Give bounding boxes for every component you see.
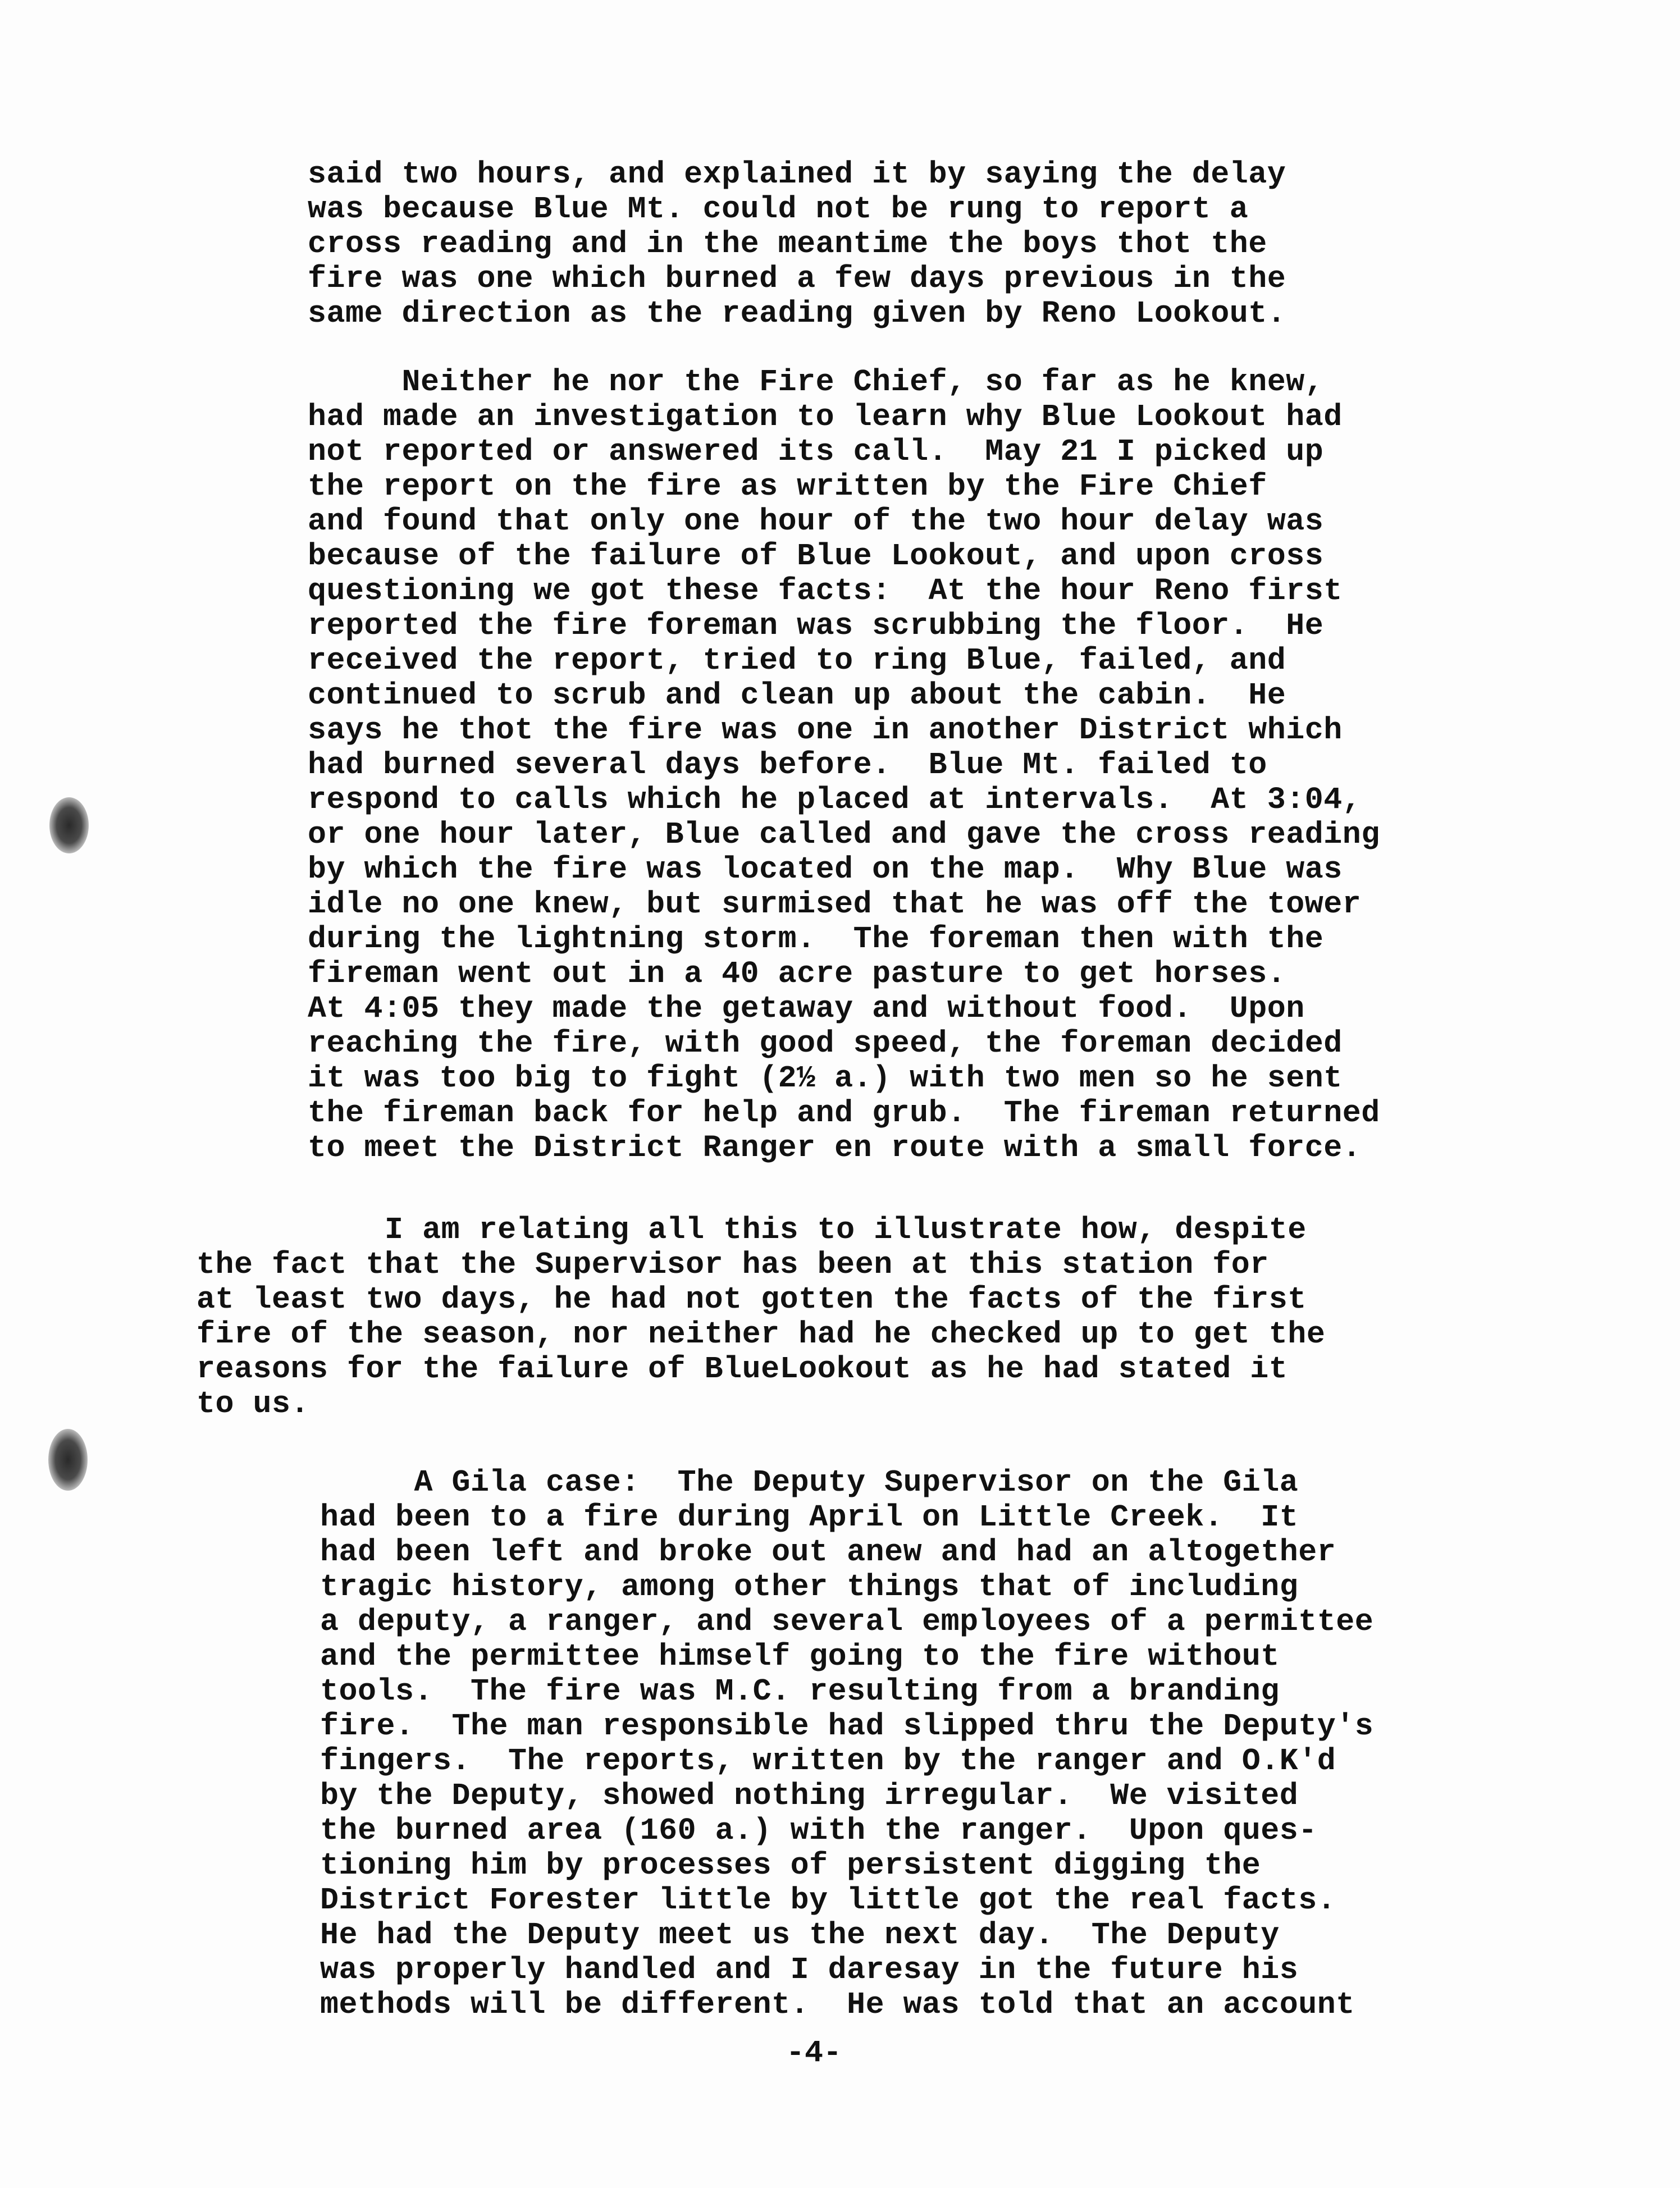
text-line: fireman went out in a 40 acre pasture to get horses. — [308, 956, 1286, 992]
text-line: tioning him by processes of persistent digging the — [320, 1848, 1261, 1883]
text-line: the burned area (160 a.) with the ranger. Upon ques- — [320, 1813, 1317, 1848]
text-line: District Forester little by little got the real facts. — [320, 1883, 1336, 1918]
text-line: was properly handled and I daresay in the future his — [320, 1952, 1299, 1988]
text-line: questioning we got these facts: At the hour Reno first — [308, 573, 1343, 609]
text-line: idle no one knew, but surmised that he was off the tower — [308, 887, 1362, 922]
text-line: continued to scrub and clean up about the cabin. He — [308, 678, 1286, 713]
text-line: had been to a fire during April on Little Creek. It — [320, 1500, 1299, 1535]
text-line: tragic history, among other things that of including — [320, 1569, 1299, 1605]
punch-hole-lower — [48, 1429, 88, 1491]
text-line: or one hour later, Blue called and gave the cross reading — [308, 817, 1380, 852]
text-line: reported the fire foreman was scrubbing the floor. He — [308, 608, 1324, 643]
text-line: I am relating all this to illustrate how, despite — [197, 1212, 1307, 1248]
text-line: said two hours, and explained it by saying the delay — [308, 157, 1286, 192]
text-line: same direction as the reading given by Reno Lookout. — [308, 296, 1286, 331]
paragraph-gila-case — [320, 1465, 1373, 2022]
text-line: fire of the season, nor neither had he checked up to get the — [197, 1317, 1326, 1352]
text-line: tools. The fire was M.C. resulting from a branding — [320, 1674, 1280, 1709]
text-line: fingers. The reports, written by the ranger and O.K'd — [320, 1743, 1336, 1779]
text-line: and the permittee himself going to the fire without — [320, 1639, 1280, 1674]
text-line: cross reading and in the meantime the boys thot the — [308, 226, 1267, 262]
paragraph-illustration — [197, 1213, 1325, 1422]
text-line: Neither he nor the Fire Chief, so far as he knew, — [308, 364, 1324, 400]
text-line: had made an investigation to learn why Blue Lookout had — [308, 399, 1343, 435]
text-line: by the Deputy, showed nothing irregular. We visited — [320, 1778, 1299, 1814]
text-line: methods will be different. He was told that an account — [320, 1987, 1355, 2022]
text-line: received the report, tried to ring Blue, failed, and — [308, 643, 1286, 678]
text-line: At 4:05 they made the getaway and without food. Upon — [308, 991, 1305, 1026]
paragraph-investigation — [308, 365, 1380, 1166]
text-line: a deputy, a ranger, and several employees of a permittee — [320, 1604, 1374, 1639]
text-line: A Gila case: The Deputy Supervisor on the Gila — [320, 1465, 1299, 1500]
text-line: at least two days, he had not gotten the facts of the first — [197, 1282, 1307, 1317]
text-line: reasons for the failure of BlueLookout as he had stated it — [197, 1351, 1288, 1387]
text-line: to meet the District Ranger en route with a small force. — [308, 1130, 1362, 1166]
text-line: He had the Deputy meet us the next day. The Deputy — [320, 1917, 1280, 1953]
paragraph-delay-explanation — [308, 157, 1286, 331]
text-line: fire was one which burned a few days previous in the — [308, 261, 1286, 296]
text-line: had burned several days before. Blue Mt. failed to — [308, 747, 1267, 783]
text-line: says he thot the fire was one in another District which — [308, 712, 1343, 748]
text-line: was because Blue Mt. could not be rung to report a — [308, 191, 1249, 227]
text-line: and found that only one hour of the two hour delay was — [308, 504, 1324, 539]
text-line: the fact that the Supervisor has been at this station for — [197, 1247, 1269, 1282]
text-line: to us. — [197, 1386, 310, 1422]
text-line: reaching the fire, with good speed, the foreman decided — [308, 1026, 1343, 1061]
text-line: the fireman back for help and grub. The fireman returned — [308, 1095, 1380, 1131]
page-number: -4- — [786, 2035, 842, 2071]
text-line: the report on the fire as written by the Fire Chief — [308, 469, 1267, 504]
punch-hole-upper — [49, 797, 89, 853]
text-line: during the lightning storm. The foreman then with the — [308, 921, 1324, 957]
text-line: had been left and broke out anew and had an altogether — [320, 1534, 1336, 1570]
text-line: because of the failure of Blue Lookout, and upon cross — [308, 538, 1324, 574]
text-line: respond to calls which he placed at intervals. At 3:04, — [308, 782, 1362, 817]
text-line: fire. The man responsible had slipped thru the Deputy's — [320, 1709, 1374, 1744]
text-line: it was too big to fight (2½ a.) with two men so he sent — [308, 1061, 1343, 1096]
text-line: not reported or answered its call. May 21 I picked up — [308, 434, 1324, 469]
text-line: by which the fire was located on the map. Why Blue was — [308, 852, 1343, 887]
